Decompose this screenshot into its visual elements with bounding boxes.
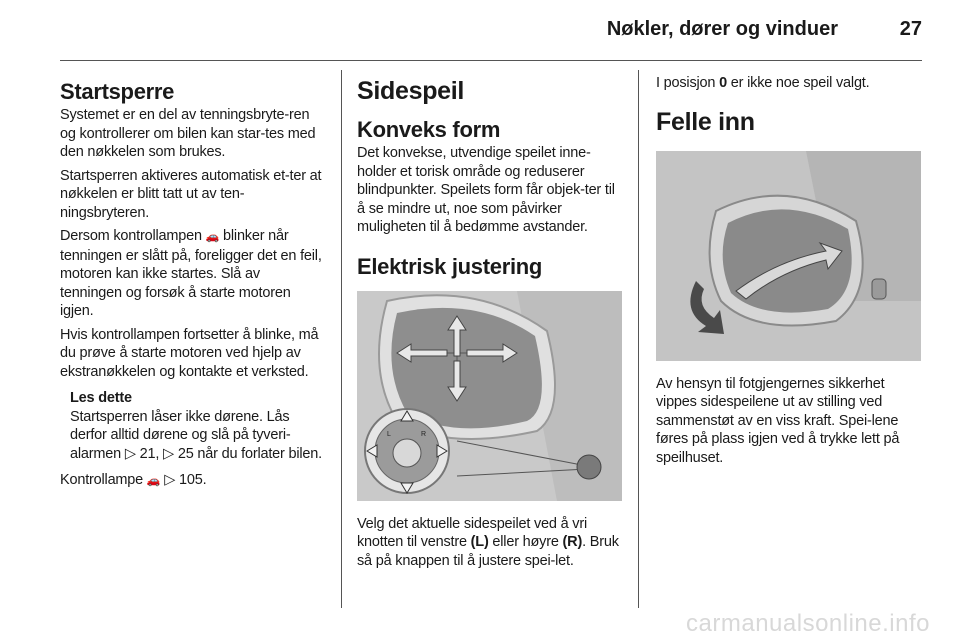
- section-heading-startsperre: Startsperre: [60, 79, 175, 104]
- right-label: R: [421, 430, 427, 438]
- reference-arrow-icon: ▷: [163, 445, 174, 462]
- header-title: Nøkler, dører og vinduer: [606, 18, 838, 40]
- text: når du forlater bilen.: [193, 445, 322, 462]
- text: Dersom kontrollampen: [60, 228, 206, 244]
- paragraph: Av hensyn til fotgjengernes sikkerhet vippes sidespeilene ut av stilling ved sammenstøt av en viss kraft. Spei-lene føres på plass igjen ved å trykke lett på speilhuset.: [656, 375, 900, 466]
- page-number: 27: [899, 18, 922, 40]
- column-divider-2: [638, 70, 639, 608]
- page-reference[interactable]: 21: [139, 445, 156, 462]
- column-divider-1: [341, 70, 342, 608]
- note-title: Les dette: [70, 390, 132, 406]
- mirror-adjust-figure: [357, 291, 622, 501]
- car-lock-icon: 🚗: [146, 475, 161, 487]
- text: er ikke noe speil valgt.: [726, 75, 870, 91]
- text: Velg det aktuelle sidespeilet ved å vri knotten til venstre: [357, 515, 587, 550]
- paragraph: Systemet er en del av tenningsbryte-ren og kontrollerer om bilen kan star-tes med den nøkkelen som brukes.: [60, 107, 316, 160]
- left-label: L: [387, 430, 391, 438]
- text: . Bruk så på knappen til å justere spei-let.: [357, 534, 619, 569]
- text: Kontrollampe: [60, 472, 147, 488]
- label-l: (L): [470, 534, 489, 550]
- subheading-elektrisk-justering: Elektrisk justering: [357, 253, 543, 279]
- column-sidespeil: [357, 68, 622, 575]
- section-heading-felle-inn: Felle inn: [656, 107, 755, 136]
- page-reference[interactable]: 25: [177, 445, 194, 462]
- paragraph: Hvis kontrollampen fortsetter å blinke, må du prøve å starte motoren ved hjelp av ekstranøkkelen og kontakte et verksted.: [60, 326, 319, 380]
- paragraph: [656, 74, 921, 93]
- text: Startsperren låser ikke dørene. Lås derfor alltid dørene og slå på tyveri-alarmen: [70, 408, 291, 462]
- paragraph: [60, 471, 325, 491]
- column-startsperre: [60, 68, 325, 496]
- label-r: (R): [562, 534, 583, 550]
- text: eller høyre: [488, 534, 563, 550]
- text: I posisjon: [656, 75, 720, 91]
- reference-arrow-icon: ▷: [164, 472, 176, 488]
- header-divider: [60, 60, 922, 61]
- column-felle-inn: [656, 68, 921, 472]
- paragraph: [357, 515, 622, 571]
- reference-arrow-icon: ▷: [124, 445, 136, 462]
- watermark: carmanualsonline.info: [686, 610, 930, 637]
- paragraph: [60, 227, 325, 321]
- page-header: [60, 0, 922, 62]
- section-heading-sidespeil: Sidespeil: [357, 77, 465, 105]
- mirror-fold-illustration: [656, 151, 921, 361]
- mirror-fold-figure: [656, 151, 921, 361]
- paragraph: Det konvekse, utvendige speilet inne-holder et torisk område og reduserer blindpunkter. Speilets form får objek-ter til å se mindre ut, noe som påvirker muligheten til å bedømme avstander.: [357, 145, 615, 235]
- text: blinker når tenningen er slått på, foreligger det en feil, motoren kan ikke startes. Slå av tenningen og forsøk å starte motoren igjen.: [60, 228, 322, 319]
- subheading-konveks-form: Konveks form: [357, 117, 501, 142]
- position-zero: 0: [719, 75, 727, 91]
- mirror-adjust-illustration: [357, 291, 622, 501]
- paragraph: Startsperren aktiveres automatisk et-ter at nøkkelen er blitt tatt ut av ten-ningsbryteren.: [60, 167, 322, 221]
- note-paragraph: Les dette Startsperren låser ikke dørene. Lås derfor alltid dørene og slå på tyveri-alarmen ▷ 21, ▷ 25 når du forlater bilen.: [70, 390, 322, 462]
- page-reference[interactable]: 105.: [179, 472, 207, 488]
- car-lock-icon: 🚗: [205, 231, 220, 243]
- note-box: [70, 389, 325, 463]
